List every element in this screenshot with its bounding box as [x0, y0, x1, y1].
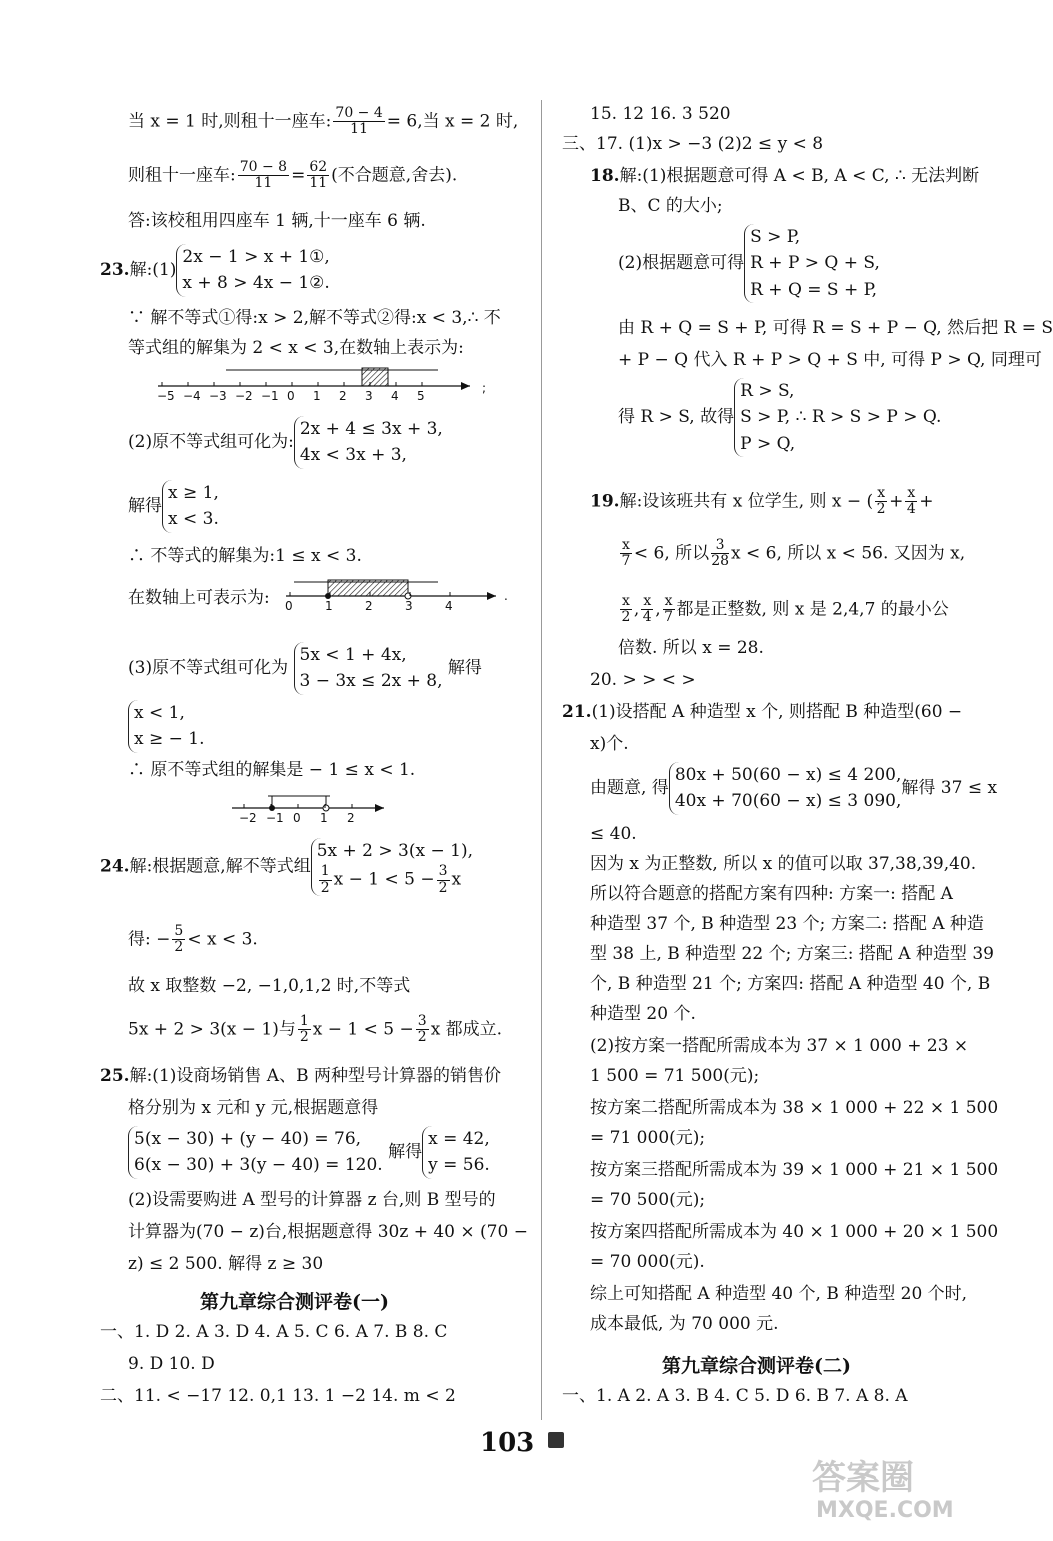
tick-label: 2: [347, 811, 355, 825]
tick-label: −1: [266, 811, 284, 825]
answer-line: 15. 12 16. 3 520: [590, 104, 731, 124]
text-line: (2)根据题意可得 S > P, R + P > Q + S, R + Q = S + P,: [618, 224, 880, 303]
text-line: 得 R > S, 故得 R > S, S > P, ∴ R > S > P > Q. P > Q,: [618, 378, 941, 457]
text-line: 倍数. 所以 x = 28.: [618, 638, 764, 658]
text-line: ∴ 原不等式组的解集是 − 1 ≤ x < 1.: [128, 760, 416, 780]
text-line: 格分别为 x 元和 y 元,根据题意得: [128, 1098, 379, 1118]
tick-label: 1: [325, 599, 333, 613]
text-line: 成本最低, 为 70 000 元.: [590, 1314, 779, 1334]
text-line: (2)设需要购进 A 型号的计算器 z 台,则 B 型号的: [128, 1190, 496, 1210]
tick-label: 0: [285, 599, 293, 613]
tick-label: −3: [209, 389, 227, 403]
text-line: 因为 x 为正整数, 所以 x 的值可以取 37,38,39,40.: [590, 854, 977, 874]
column-divider: [541, 100, 542, 1420]
svg-text:答案圈: 答案圈: [812, 1458, 914, 1498]
text-line: 个, B 种造型 21 个; 方案四: 搭配 A 种造型 40 个, B: [590, 974, 991, 994]
text-line: 当 x = 1 时,则租十一座车: $\frac{70 - 4}{11}$ = 6,当 x = 2 时,: [128, 105, 519, 138]
tick-label: 3: [365, 389, 373, 403]
text-line: (2)原不等式组可化为: 2x + 4 ≤ 3x + 3, 4x < 3x + 3,: [128, 416, 443, 469]
tick-label: 2: [365, 599, 373, 613]
number-line-2: [282, 572, 512, 618]
question-25: 25.解:(1)设商场销售 A、B 两种型号计算器的销售价: [100, 1066, 501, 1086]
text-line: (3)原不等式组可化为 5x < 1 + 4x, 3 − 3x ≤ 2x + 8, 解得: [128, 642, 482, 695]
tick-label: 4: [445, 599, 453, 613]
text-line: 由 R + Q = S + P, 可得 R = S + P − Q, 然后把 R = S: [618, 318, 1053, 338]
text-line: ∴ 不等式的解集为:1 ≤ x < 3.: [128, 546, 362, 566]
text-line: 1 500 = 71 500(元);: [590, 1066, 760, 1086]
tick-label: −5: [157, 389, 175, 403]
text-line: 5x + 2 > 3(x − 1)与 $\frac{1}{2}$ x − 1 < 5 − $\frac{3}{2}$ x 都成立.: [128, 1013, 503, 1046]
answer-line: 三、17. (1)x > −3 (2)2 ≤ y < 8: [562, 134, 824, 154]
answer-line: 一、1. A 2. A 3. B 4. C 5. D 6. B 7. A 8. A: [562, 1386, 908, 1406]
question-23: 23.解:(1) 2x − 1 > x + 1①, x + 8 > 4x − 1②.: [100, 244, 330, 297]
question-19: 19.解:设该班共有 x 位学生, 则 x − ( $\frac{x}{2}$ + $\frac{x}{4}$ +: [590, 485, 934, 518]
tick-label: 0: [293, 811, 301, 825]
tick-label: −1: [261, 389, 279, 403]
text-line: 5(x − 30) + (y − 40) = 76, 6(x − 30) + 3(y − 40) = 120. 解得 x = 42, y = 56.: [128, 1126, 490, 1179]
text-line: 型 38 上, B 种造型 22 个; 方案三: 搭配 A 种造型 39: [590, 944, 994, 964]
svg-text:MXQE.COM: MXQE.COM: [816, 1498, 954, 1523]
tick-label: −4: [183, 389, 201, 403]
text-line: 故 x 取整数 −2, −1,0,1,2 时,不等式: [128, 976, 411, 996]
text-line: x)个.: [590, 734, 629, 754]
text-line: 计算器为(70 − z)台,根据题意得 30z + 40 × (70 −: [128, 1222, 528, 1242]
number-line-end: .: [504, 589, 508, 603]
text-line: 得: − $\frac{5}{2}$ < x < 3.: [128, 923, 258, 956]
text-line: = 70 000(元).: [590, 1252, 705, 1272]
answer-line: 20. > > < >: [590, 670, 696, 690]
text-line: 按方案三搭配所需成本为 39 × 1 000 + 21 × 1 500: [590, 1160, 999, 1180]
text-line: $\frac{x}{7}$ < 6, 所以 $\frac{3}{28}$ x < 6, 所以 x < 56. 又因为 x,: [621, 537, 966, 570]
text-line: + P − Q 代入 R + P > Q + S 中, 可得 P > Q, 同理可: [618, 350, 1042, 370]
section-title: 第九章综合测评卷(一): [200, 1291, 389, 1313]
text-line: 按方案二搭配所需成本为 38 × 1 000 + 22 × 1 500: [590, 1098, 999, 1118]
watermark-logo: [806, 1455, 996, 1525]
text-line: z) ≤ 2 500. 解得 z ≥ 30: [128, 1254, 324, 1274]
tick-label: 2: [339, 389, 347, 403]
tick-label: 1: [320, 811, 328, 825]
number-line-1: [154, 362, 514, 408]
book-icon: [548, 1432, 564, 1448]
text-line: (2)按方案一搭配所需成本为 37 × 1 000 + 23 ×: [590, 1036, 969, 1056]
tick-label: −2: [239, 811, 257, 825]
text-line: x < 1, x ≥ − 1.: [128, 700, 205, 753]
number-line-3: [228, 786, 398, 830]
tick-label: 4: [391, 389, 399, 403]
text-line: 由题意, 得 80x + 50(60 − x) ≤ 4 200, 40x + 70(60 − x) ≤ 3 090, 解得 37 ≤ x: [590, 762, 997, 815]
text-line: 种造型 20 个.: [590, 1004, 696, 1024]
answer-line: 二、11. < −17 12. 0,1 13. 1 −2 14. m < 2: [100, 1386, 456, 1406]
text-line: 种造型 37 个, B 种造型 23 个; 方案二: 搭配 A 种造: [590, 914, 984, 934]
text-line: = 70 500(元);: [590, 1190, 706, 1210]
number-line-end: ;: [482, 381, 487, 395]
text-line: $\frac{x}{2}$ , $\frac{x}{4}$ , $\frac{x}{7}$ 都是正整数, 则 x 是 2,4,7 的最小公: [621, 593, 949, 626]
text-line: 在数轴上可表示为:: [128, 588, 270, 608]
tick-label: −2: [235, 389, 253, 403]
text-line: ≤ 40.: [590, 824, 637, 844]
tick-label: 5: [417, 389, 425, 403]
text-line: 按方案四搭配所需成本为 40 × 1 000 + 20 × 1 500: [590, 1222, 999, 1242]
tick-label: 1: [313, 389, 321, 403]
text-line: = 71 000(元);: [590, 1128, 706, 1148]
answer-line: 一、1. D 2. A 3. D 4. A 5. C 6. A 7. B 8. C: [100, 1322, 448, 1342]
section-title: 第九章综合测评卷(二): [662, 1355, 851, 1377]
text-line: 综上可知搭配 A 种造型 40 个, B 种造型 20 个时,: [590, 1284, 968, 1304]
question-24: 24.解:根据题意,解不等式组 5x + 2 > 3(x − 1), $\frac{1}{2}$ x − 1 < 5 − $\frac{3}{2}$ x: [100, 838, 473, 896]
text-line: 等式组的解集为 2 < x < 3,在数轴上表示为:: [128, 338, 464, 358]
text-line: ∵ 解不等式①得:x > 2,解不等式②得:x < 3,∴ 不: [128, 308, 501, 328]
answer-line: 9. D 10. D: [128, 1354, 215, 1374]
text-line: 答:该校租用四座车 1 辆,十一座车 6 辆.: [128, 211, 426, 231]
text-line: B、C 的大小;: [618, 196, 723, 216]
text-line: 解得 x ≥ 1, x < 3.: [128, 480, 219, 533]
question-18: 18.解:(1)根据题意可得 A < B, A < C, ∴ 无法判断: [590, 166, 980, 186]
tick-label: 3: [405, 599, 413, 613]
page-number: 103: [480, 1428, 535, 1458]
text-line: 所以符合题意的搭配方案有四种: 方案一: 搭配 A: [590, 884, 953, 904]
question-21: 21.(1)设搭配 A 种造型 x 个, 则搭配 B 种造型(60 −: [562, 702, 963, 722]
tick-label: 0: [287, 389, 295, 403]
text-line: 则租十一座车: $\frac{70 - 8}{11}$ = $\frac{62}{11}$ (不合题意,舍去).: [128, 159, 458, 192]
